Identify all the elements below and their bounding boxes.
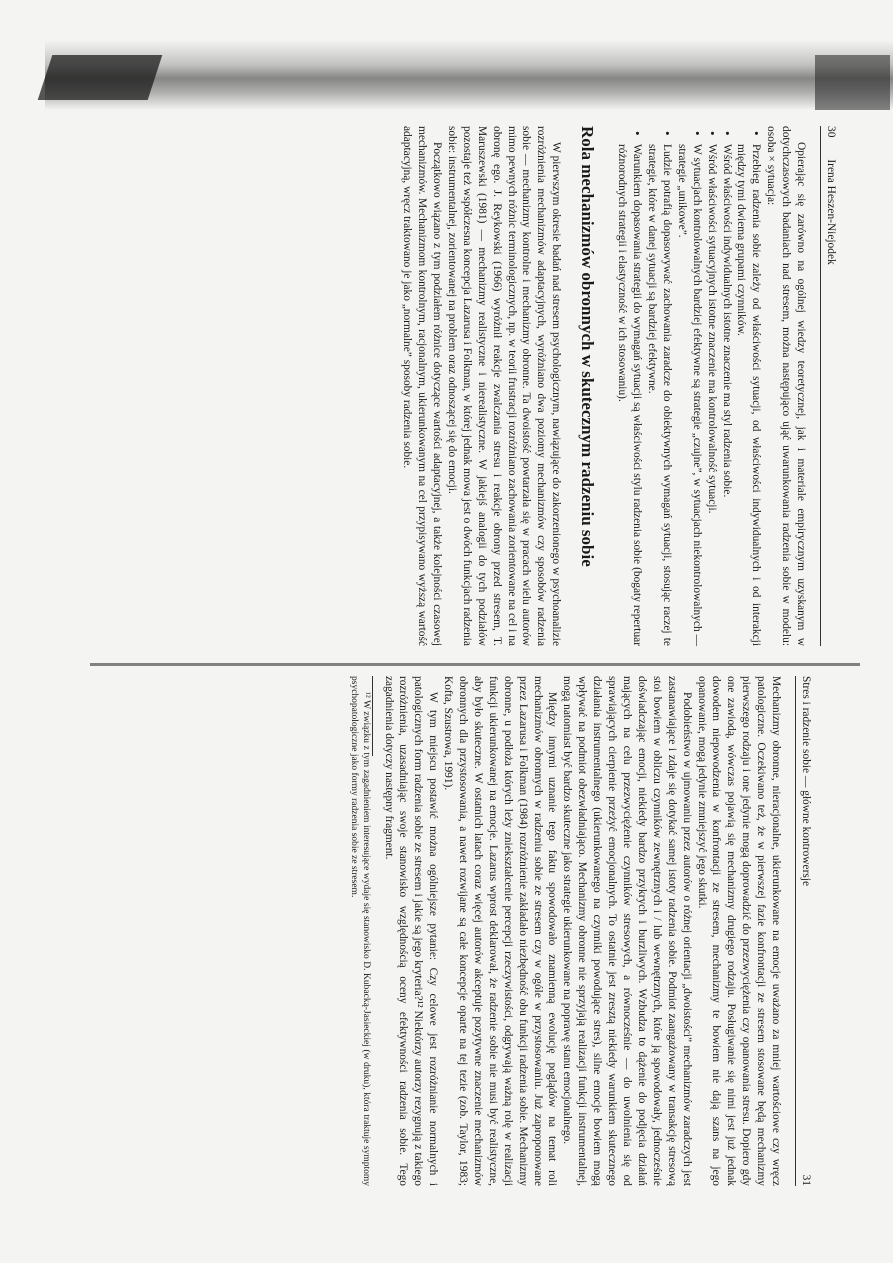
right-page xyxy=(93,676,813,1186)
page-gutter xyxy=(90,663,860,666)
left-page xyxy=(90,126,838,646)
page-number: 31 xyxy=(800,1174,812,1186)
bullet-item: • Ludzie potrafią dopasowywać zachowania zaradcze do obiektywnych wymagań sytuacji, stosując raczej te strategie, które w danej sytuacji są bardziej efektywne. xyxy=(644,144,674,646)
bullet-item: • Wśród właściwości indywidualnych istotne znaczenie ma styl radzenia sobie. xyxy=(719,144,734,646)
section-title: Rola mechanizmów obronnych w skutecznym radzeniu sobie xyxy=(578,126,598,567)
bullet-item: • Warunkiem dopasowania strategii do wymagań sytuacji są właściwości stylu radzenia sobie (bogaty repertuar różnorodnych strategii i elastyczność w ich stosowaniu). xyxy=(614,144,644,646)
running-head: Irena Heszen-Niejodek xyxy=(825,159,837,265)
scan-shadow-left xyxy=(38,55,163,100)
bullet-item: • Przebieg radzenia sobie zależy od właściwości sytuacji, od właściwości indywidualnych i od interakcji między tymi dwiema grupami czynników. xyxy=(734,144,764,646)
bullet-item: • Wśród właściwości sytuacyjnych istotne znaczenie ma kontrolowalność sytuacji. xyxy=(704,144,719,646)
bullet-item: • W sytuacjach kontrolowalnych bardziej efektywne są strategie „czujne”, w sytuacjach niekontrolowalnych — strategie „unikowe”. xyxy=(674,144,704,646)
body-paragraph: Mechanizmy obronne, nieracjonalne, ukierunkowane na emocje uważano za mniej wartościowe czy wręcz patologiczne. Oczekiwano też, że w pierwszej fazie konfrontacji ze stresem stosowane będą mechanizmy pierwszego rodzaju i one jedynie mogą doprowadzić do przezwyciężenia czy opanowania stresu. Dopiero gdy one zawiodą, wówczas pojawią się mechanizmy drugiego rodzaju. Posługiwanie się nimi jest już jednak dowodem niepowodzenia w konfrontacji ze stresem, mechanizmy te bowiem nie dają szans na jego opanowanie, mogą jedynie zmniejszyć jego skutki. xyxy=(695,676,783,1186)
body-paragraph: W tym miejscu postawić można ogólniejsze pytanie: Czy celowe jest rozróżnianie normalnych i patologicznych form radzenia sobie ze stresem i jakie są jego kryteria?¹² Niektórzy autorzy rezygnują z takiego rozróżnienia, uzasadniając swoje stanowisko względnością oceny efektywności radzenia sobie. Tego zagadnienia dotyczy następny fragment. xyxy=(382,676,440,1186)
body-paragraph: Podobieństwo w ujmowaniu przez autorów o różnej orientacji „dwoistości” mechanizmów zaradczych jest zastanawiające i zdaje się dotykać samej istoty radzenia sobie. Podmiot zaangażowany w transakcję stresową stoi bowiem w obliczu czynników zewnętrznych i / lub wewnętrznych, które ją spowodowały, jednocześnie doświadczając emocji, niekiedy bardzo przykrych i burzliwych. Wzbudza to dążenie do podjęcia działań mających na celu przezwyciężenie czynników stresowych, a równocześnie — do uwolnienia się od sprawiających cierpienie przeżyć emocjonalnych. To ostatnie jest zresztą niekiedy warunkiem skutecznego działania instrumentalnego (ukierunkowanego na czynniki powodujące stres), silne emocje bowiem mogą wpływać na podmiot obezwładniająco. Mechanizmy obronne nie sprzyjają realizacji funkcji instrumentalnej, mogą natomiast być bardzo skuteczne jako strategie ukierunkowane na poprawę stanu emocjonalnego. xyxy=(561,676,693,1186)
body-paragraph: Początkowo wiązano z tym podziałem różnice dotyczące wartości adaptacyjnej, a także kolejności czasowej mechanizmów. Mechanizmom kontrolnym, racjonalnym, ukierunkowanym na cel przypisywano wyższą wartość adaptacyjną, wręcz traktowano je jako „normalne” sposoby radzenia sobie. xyxy=(401,126,444,646)
scan-shadow-top xyxy=(45,40,893,110)
intro-paragraph: Opierając się zarówno na ogólnej wiedzy teoretycznej, jak i materiale empirycznym uzyskanym w dotychczasowych badaniach nad stresem, można następująco ująć uwarunkowania radzenia sobie w modelu: osoba × sytuacja: xyxy=(765,126,808,646)
bullet-list xyxy=(614,126,763,646)
right-page-header xyxy=(795,676,813,1186)
running-head: Stres i radzenie sobie — główne kontrowersje xyxy=(800,676,812,887)
page-number: 30 xyxy=(825,126,837,138)
footnote-rule xyxy=(372,676,373,756)
scan-shadow-right xyxy=(815,55,890,110)
left-page-header xyxy=(820,126,838,646)
body-paragraph: W pierwszym okresie badań nad stresem psychologicznym, nawiązujące do zakorzenionego w psychoanalizie rozróżnienia mechanizmów adaptacyjnych, wyróżniano dwa poziomy mechanizmów czy sposobów radzenia sobie — mechanizmy kontrolne i mechanizmy obronne. Ta dwoistość powtarzała się w pracach wielu autorów mimo pewnych różnic terminologicznych, np. w teorii frustracji rozróżniano zachowania zorientowane na cel i na obronę ego. J. Reykowski (1966) wyróżnił reakcje zwalczania stresu i reakcje obrony przed stresem, T. Maruszewski (1981) — mechanizmy realistyczne i nierealistyczne. W jakiejś analogii do tych podziałów pozostaje też współczesna koncepcja Lazarusa i Folkman, w której jednak mowa jest o dwóch funkcjach radzenia sobie: instrumentalnej, zorientowanej na problem oraz odnoszącej się do emocji. xyxy=(445,126,563,646)
footnote: ¹² W związku z tym zagadnieniem interesujące wydaje się stanowisko D. Kubacką-Jasieckiej (w druku), która traktuje symptomy psychopatologiczne jako formy radzenia sobie ze stresem. xyxy=(348,676,371,1186)
body-paragraph: Między innymi uznanie tego faktu spowodowało znamienną ewolucję poglądów na temat roli mechanizmów obronnych w radzeniu sobie ze stresem czy w ogóle w przystosowaniu. Już zaproponowane przez Lazarusa i Folkman (1984) rozróżnienie zakładało niezbędność obu funkcji radzenia sobie. Mechanizmy obronne, u podłoża których leży zniekształcenie percepcji rzeczywistości, odgrywają ważną rolę w realizacji funkcji ukierunkowanej na emocje. Lazarus wprost deklarował, że radzenie sobie nie musi być realistyczne, aby było skuteczne. W ostatnich latach coraz więcej autorów akceptuje pozytywne znaczenie mechanizmów obronnych dla przystosowania, a nawet rozwijane są całe koncepcje oparte na tej tezie (zob. Taylor, 1983; Kofta, Szustrowa, 1991). xyxy=(442,676,559,1186)
